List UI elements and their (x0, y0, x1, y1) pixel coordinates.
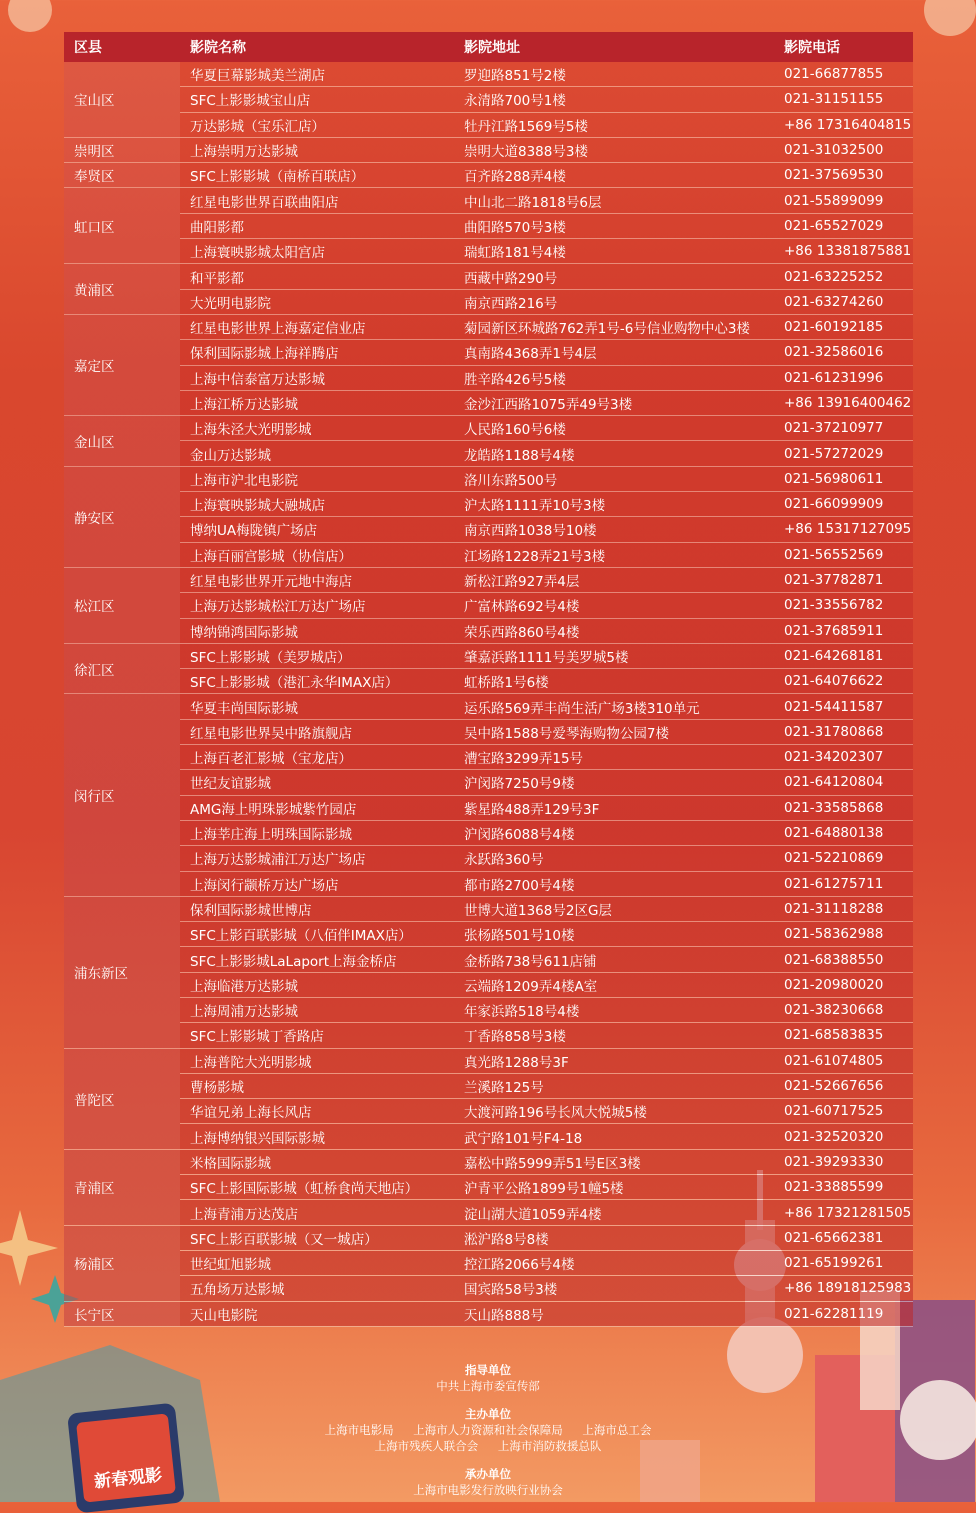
address-cell: 虹桥路1号6楼 (454, 669, 774, 694)
cinema-name-cell: 上海闵行颛桥万达广场店 (180, 871, 454, 896)
table-row (64, 1250, 913, 1275)
address-cell: 漕宝路3299弄15号 (454, 745, 774, 770)
cinema-name-cell: 世纪虹旭影城 (180, 1250, 454, 1275)
district-cell: 黄浦区 (64, 264, 180, 315)
phone-cell: 021-61275711 (774, 871, 913, 896)
table-row (64, 922, 913, 947)
phone-cell: 021-54411587 (774, 694, 913, 719)
table-row (64, 314, 913, 339)
cinema-name-cell: 和平影都 (180, 264, 454, 289)
organizer-unit-title: 承办单位 (465, 1467, 511, 1481)
table-row (64, 188, 913, 213)
cinema-name-cell: 上海莘庄海上明珠国际影城 (180, 820, 454, 845)
address-cell: 牡丹江路1569号5楼 (454, 112, 774, 137)
phone-cell: 021-58362988 (774, 922, 913, 947)
address-cell: 百齐路288弄4楼 (454, 163, 774, 188)
phone-cell: +86 13381875881 (774, 239, 913, 264)
address-cell: 南京西路216号 (454, 289, 774, 314)
table-row (64, 1276, 913, 1301)
phone-cell: 021-33585868 (774, 795, 913, 820)
cinema-name-cell: 上海青浦万达茂店 (180, 1200, 454, 1225)
address-cell: 淞沪路8号8楼 (454, 1225, 774, 1250)
cinema-name-cell: 上海江桥万达影城 (180, 390, 454, 415)
address-cell: 南京西路1038号10楼 (454, 517, 774, 542)
cinema-name-cell: 华夏巨幕影城美兰湖店 (180, 62, 454, 87)
address-cell: 武宁路101号F4-18 (454, 1124, 774, 1149)
phone-cell: 021-37210977 (774, 416, 913, 441)
district-cell: 徐汇区 (64, 643, 180, 694)
table-row (64, 1225, 913, 1250)
cinema-name-cell: 上海博纳银兴国际影城 (180, 1124, 454, 1149)
phone-cell: 021-66099909 (774, 492, 913, 517)
cinema-name-cell: SFC上影影城（南桥百联店） (180, 163, 454, 188)
table-row (64, 416, 913, 441)
phone-cell: 021-20980020 (774, 972, 913, 997)
address-cell: 龙皓路1188号4楼 (454, 441, 774, 466)
address-cell: 永跃路360号 (454, 846, 774, 871)
district-cell: 普陀区 (64, 1048, 180, 1149)
cinema-name-cell: SFC上影影城丁香路店 (180, 1023, 454, 1048)
table-body (64, 62, 913, 1326)
district-cell: 金山区 (64, 416, 180, 467)
phone-cell: 021-56980611 (774, 466, 913, 491)
cinema-name-cell: 上海普陀大光明影城 (180, 1048, 454, 1073)
phone-cell: 021-64880138 (774, 820, 913, 845)
organizer-unit-line: 上海市电影发行放映行业协会 (413, 1483, 563, 1497)
district-cell: 松江区 (64, 567, 180, 643)
table-row (64, 1200, 913, 1225)
address-cell: 沪闵路7250号9楼 (454, 770, 774, 795)
table-row (64, 62, 913, 87)
table-row (64, 643, 913, 668)
cinema-name-cell: 上海寰映影城太阳宫店 (180, 239, 454, 264)
phone-cell: 021-60717525 (774, 1099, 913, 1124)
address-cell: 国宾路58号3楼 (454, 1276, 774, 1301)
phone-cell: 021-65527029 (774, 213, 913, 238)
phone-cell: 021-32520320 (774, 1124, 913, 1149)
phone-cell: 021-63274260 (774, 289, 913, 314)
address-cell: 瑞虹路181号4楼 (454, 239, 774, 264)
table-row (64, 1073, 913, 1098)
district-cell: 宝山区 (64, 62, 180, 137)
address-cell: 江场路1228弄21号3楼 (454, 542, 774, 567)
phone-cell: 021-52667656 (774, 1073, 913, 1098)
district-cell: 奉贤区 (64, 163, 180, 188)
district-cell: 崇明区 (64, 137, 180, 162)
address-cell: 永清路700号1楼 (454, 87, 774, 112)
phone-cell: 021-66877855 (774, 62, 913, 87)
address-cell: 新松江路927弄4层 (454, 567, 774, 592)
host-unit-item: 上海市电影局 (324, 1423, 394, 1437)
table-row (64, 694, 913, 719)
district-cell: 浦东新区 (64, 896, 180, 1048)
table-row (64, 997, 913, 1022)
table-row (64, 795, 913, 820)
phone-cell: +86 15317127095 (774, 517, 913, 542)
district-cell: 杨浦区 (64, 1225, 180, 1301)
host-unit-title: 主办单位 (465, 1407, 511, 1421)
cinema-name-cell: SFC上影影城LaLaport上海金桥店 (180, 947, 454, 972)
address-cell: 世博大道1368号2区G层 (454, 896, 774, 921)
table-row (64, 466, 913, 491)
table-row (64, 846, 913, 871)
phone-cell: 021-61074805 (774, 1048, 913, 1073)
address-cell: 金桥路738号611店铺 (454, 947, 774, 972)
cinema-name-cell: 红星电影世界上海嘉定信业店 (180, 314, 454, 339)
cinema-name-cell: SFC上影影城（美罗城店） (180, 643, 454, 668)
table-row (64, 492, 913, 517)
phone-cell: 021-37782871 (774, 567, 913, 592)
table-row (64, 593, 913, 618)
header-phone: 影院电话 (774, 32, 913, 62)
address-cell: 真光路1288号3F (454, 1048, 774, 1073)
address-cell: 广富林路692号4楼 (454, 593, 774, 618)
table-row (64, 87, 913, 112)
cinema-table-container (64, 32, 913, 1327)
phone-cell: +86 18918125983 (774, 1276, 913, 1301)
address-cell: 曲阳路570号3楼 (454, 213, 774, 238)
address-cell: 沪闵路6088号4楼 (454, 820, 774, 845)
address-cell: 中山北二路1818号6层 (454, 188, 774, 213)
cinema-table (64, 32, 913, 1327)
address-cell: 天山路888号 (454, 1301, 774, 1326)
phone-cell: 021-61231996 (774, 365, 913, 390)
table-row (64, 137, 913, 162)
cinema-name-cell: 红星电影世界百联曲阳店 (180, 188, 454, 213)
district-cell: 虹口区 (64, 188, 180, 264)
phone-cell: 021-56552569 (774, 542, 913, 567)
cinema-name-cell: SFC上影影城宝山店 (180, 87, 454, 112)
table-row (64, 896, 913, 921)
phone-cell: 021-37685911 (774, 618, 913, 643)
table-row (64, 871, 913, 896)
new-year-movie-badge (67, 1403, 185, 1513)
address-cell: 兰溪路125号 (454, 1073, 774, 1098)
table-row (64, 618, 913, 643)
address-cell: 紫星路488弄129号3F (454, 795, 774, 820)
table-row (64, 239, 913, 264)
host-unit-item: 上海市消防救援总队 (497, 1439, 602, 1453)
table-row (64, 1175, 913, 1200)
cinema-name-cell: SFC上影百联影城（又一城店） (180, 1225, 454, 1250)
address-cell: 运乐路569弄丰尚生活广场3楼310单元 (454, 694, 774, 719)
address-cell: 嘉松中路5999弄51号E区3楼 (454, 1149, 774, 1174)
cinema-name-cell: 华夏丰尚国际影城 (180, 694, 454, 719)
address-cell: 张杨路501号10楼 (454, 922, 774, 947)
cinema-name-cell: 天山电影院 (180, 1301, 454, 1326)
address-cell: 人民路160号6楼 (454, 416, 774, 441)
table-row (64, 112, 913, 137)
address-cell: 大渡河路196号长风大悦城5楼 (454, 1099, 774, 1124)
cinema-name-cell: 红星电影世界吴中路旗舰店 (180, 719, 454, 744)
district-cell: 静安区 (64, 466, 180, 567)
phone-cell: 021-31032500 (774, 137, 913, 162)
cinema-name-cell: 上海市沪北电影院 (180, 466, 454, 491)
table-row (64, 972, 913, 997)
address-cell: 控江路2066号4楼 (454, 1250, 774, 1275)
table-row (64, 542, 913, 567)
address-cell: 都市路2700号4楼 (454, 871, 774, 896)
cinema-name-cell: 上海中信泰富万达影城 (180, 365, 454, 390)
address-cell: 金沙江西路1075弄49号3楼 (454, 390, 774, 415)
phone-cell: 021-64268181 (774, 643, 913, 668)
cinema-name-cell: 米格国际影城 (180, 1149, 454, 1174)
phone-cell: +86 13916400462 (774, 390, 913, 415)
cinema-name-cell: 万达影城（宝乐汇店） (180, 112, 454, 137)
address-cell: 胜辛路426号5楼 (454, 365, 774, 390)
table-row (64, 719, 913, 744)
cinema-name-cell: 华谊兄弟上海长风店 (180, 1099, 454, 1124)
address-cell: 沪青平公路1899号1幢5楼 (454, 1175, 774, 1200)
address-cell: 罗迎路851号2楼 (454, 62, 774, 87)
cinema-name-cell: SFC上影影城（港汇永华IMAX店） (180, 669, 454, 694)
phone-cell: 021-38230668 (774, 997, 913, 1022)
table-row (64, 390, 913, 415)
phone-cell: 021-64076622 (774, 669, 913, 694)
cinema-name-cell: 曲阳影都 (180, 213, 454, 238)
phone-cell: 021-65199261 (774, 1250, 913, 1275)
phone-cell: 021-33556782 (774, 593, 913, 618)
table-row (64, 163, 913, 188)
table-row (64, 947, 913, 972)
table-row (64, 213, 913, 238)
table-row (64, 567, 913, 592)
address-cell: 洛川东路500号 (454, 466, 774, 491)
cinema-name-cell: 上海万达影城浦江万达广场店 (180, 846, 454, 871)
cinema-name-cell: 金山万达影城 (180, 441, 454, 466)
phone-cell: 021-31780868 (774, 719, 913, 744)
address-cell: 西藏中路290号 (454, 264, 774, 289)
cinema-name-cell: 上海万达影城松江万达广场店 (180, 593, 454, 618)
district-cell: 青浦区 (64, 1149, 180, 1225)
header-cinema-name: 影院名称 (180, 32, 454, 62)
phone-cell: 021-63225252 (774, 264, 913, 289)
table-row (64, 264, 913, 289)
address-cell: 菊园新区环城路762弄1号-6号信业购物中心3楼 (454, 314, 774, 339)
table-row (64, 669, 913, 694)
cinema-name-cell: 保利国际影城上海祥腾店 (180, 340, 454, 365)
address-cell: 淀山湖大道1059弄4楼 (454, 1200, 774, 1225)
table-row (64, 1301, 913, 1326)
address-cell: 吴中路1588号爱琴海购物公园7楼 (454, 719, 774, 744)
table-row (64, 1048, 913, 1073)
phone-cell: 021-32586016 (774, 340, 913, 365)
cinema-name-cell: 博纳锦鸿国际影城 (180, 618, 454, 643)
cinema-name-cell: 红星电影世界开元地中海店 (180, 567, 454, 592)
cinema-name-cell: 保利国际影城世博店 (180, 896, 454, 921)
table-row (64, 289, 913, 314)
phone-cell: 021-31118288 (774, 896, 913, 921)
cinema-name-cell: AMG海上明珠影城紫竹园店 (180, 795, 454, 820)
table-row (64, 1124, 913, 1149)
table-row (64, 365, 913, 390)
address-cell: 崇明大道8388号3楼 (454, 137, 774, 162)
phone-cell: +86 17321281505 (774, 1200, 913, 1225)
address-cell: 丁香路858号3楼 (454, 1023, 774, 1048)
host-unit-item: 上海市人力资源和社会保障局 (413, 1423, 563, 1437)
host-unit-item: 上海市总工会 (582, 1423, 652, 1437)
cinema-name-cell: 上海周浦万达影城 (180, 997, 454, 1022)
guide-unit-title: 指导单位 (465, 1363, 511, 1377)
host-unit-item: 上海市残疾人联合会 (374, 1439, 479, 1453)
phone-cell: 021-68388550 (774, 947, 913, 972)
cinema-name-cell: 世纪友谊影城 (180, 770, 454, 795)
cinema-name-cell: 上海崇明万达影城 (180, 137, 454, 162)
phone-cell: 021-52210869 (774, 846, 913, 871)
header-district: 区县 (64, 32, 180, 62)
cinema-name-cell: 博纳UA梅陇镇广场店 (180, 517, 454, 542)
phone-cell: 021-57272029 (774, 441, 913, 466)
guide-unit-line: 中共上海市委宣传部 (436, 1379, 540, 1393)
phone-cell: 021-60192185 (774, 314, 913, 339)
cinema-name-cell: 上海百丽宫影城（协信店） (180, 542, 454, 567)
table-row (64, 770, 913, 795)
phone-cell: 021-34202307 (774, 745, 913, 770)
phone-cell: 021-33885599 (774, 1175, 913, 1200)
cinema-name-cell: 上海临港万达影城 (180, 972, 454, 997)
table-row (64, 1099, 913, 1124)
phone-cell: 021-65662381 (774, 1225, 913, 1250)
table-row (64, 820, 913, 845)
cinema-name-cell: SFC上影百联影城（八佰伴IMAX店） (180, 922, 454, 947)
cinema-name-cell: 曹杨影城 (180, 1073, 454, 1098)
phone-cell: 021-55899099 (774, 188, 913, 213)
phone-cell: 021-64120804 (774, 770, 913, 795)
cinema-name-cell: SFC上影国际影城（虹桥食尚天地店） (180, 1175, 454, 1200)
cinema-name-cell: 大光明电影院 (180, 289, 454, 314)
address-cell: 年家浜路518号4楼 (454, 997, 774, 1022)
cinema-name-cell: 上海朱泾大光明影城 (180, 416, 454, 441)
cinema-name-cell: 五角场万达影城 (180, 1276, 454, 1301)
phone-cell: 021-37569530 (774, 163, 913, 188)
table-header-row (64, 32, 913, 62)
address-cell: 沪太路1111弄10号3楼 (454, 492, 774, 517)
phone-cell: +86 17316404815 (774, 112, 913, 137)
phone-cell: 021-68583835 (774, 1023, 913, 1048)
phone-cell: 021-31151155 (774, 87, 913, 112)
cinema-name-cell: 上海寰映影城大融城店 (180, 492, 454, 517)
address-cell: 荣乐西路860号4楼 (454, 618, 774, 643)
table-row (64, 745, 913, 770)
cinema-name-cell: 上海百老汇影城（宝龙店） (180, 745, 454, 770)
table-row (64, 441, 913, 466)
header-address: 影院地址 (454, 32, 774, 62)
address-cell: 肇嘉浜路1111号美罗城5楼 (454, 643, 774, 668)
district-cell: 嘉定区 (64, 314, 180, 415)
badge-label: 新春观影 (76, 1413, 176, 1502)
district-cell: 闵行区 (64, 694, 180, 896)
table-row (64, 1149, 913, 1174)
address-cell: 云端路1209弄4楼A室 (454, 972, 774, 997)
table-row (64, 1023, 913, 1048)
address-cell: 真南路4368弄1号4层 (454, 340, 774, 365)
table-row (64, 517, 913, 542)
phone-cell: 021-39293330 (774, 1149, 913, 1174)
district-cell: 长宁区 (64, 1301, 180, 1326)
table-row (64, 340, 913, 365)
phone-cell: 021-62281119 (774, 1301, 913, 1326)
